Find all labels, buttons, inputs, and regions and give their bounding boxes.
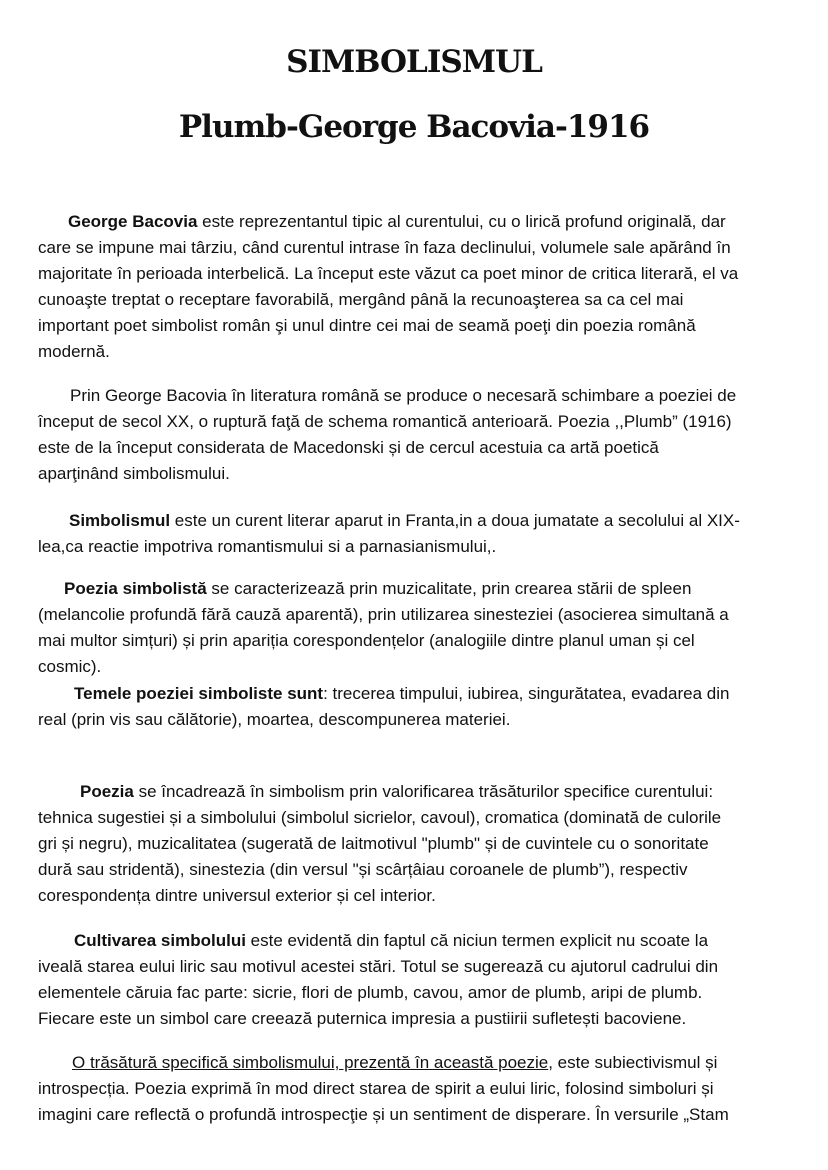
bold-lead: Poezia simbolistă xyxy=(64,579,207,598)
text-line xyxy=(38,1050,798,1076)
line-text: este evidentă din faptul că niciun termen explicit nu scoate la xyxy=(245,931,709,950)
text-line: gri și negru), muzicalitatea (sugerată de laitmotivul "plumb" și de cuvintele cu o sonoritate xyxy=(38,834,709,853)
text-line: majoritate în perioada interbelică. La început este văzut ca poet minor de critica literară, el va xyxy=(38,264,739,283)
paragraph xyxy=(38,576,798,680)
text-line xyxy=(38,383,798,409)
underlined-lead: O trăsătură specifică simbolismului, prezentă în această poezie xyxy=(72,1053,549,1072)
text-line: elementele căruia fac parte: sicrie, flori de plumb, cavou, amor de plumb, aripi de plumb. xyxy=(38,983,703,1002)
text-line: care se impune mai târziu, când curentul intrase în faza declinului, volumele sale apărând în xyxy=(38,238,731,257)
bold-lead: George Bacovia xyxy=(68,212,198,231)
text-line: cunoaşte treptat o receptare favorabilă, mergând până la recunoaşterea sa ca cel mai xyxy=(38,290,684,309)
text-line: dură sau stridentă), sinestezia (din versul "și scârțâiau coroanele de plumb”), respectiv xyxy=(38,860,688,879)
paragraph xyxy=(38,681,798,733)
paragraph xyxy=(38,209,798,365)
text-line: modernă. xyxy=(38,342,110,361)
line-text: : trecerea timpului, iubirea, singurătatea, evadarea din xyxy=(323,684,730,703)
text-line: iveală starea eului liric sau motivul acestei stări. Totul se sugerează cu ajutorul cadrului din xyxy=(38,957,719,976)
text-line: aparţinând simbolismului. xyxy=(38,464,230,483)
bold-lead: Cultivarea simbolului xyxy=(74,931,246,950)
bold-lead: Simbolismul xyxy=(69,511,171,530)
text-line xyxy=(38,209,798,235)
bold-lead: Temele poeziei simboliste sunt xyxy=(74,684,324,703)
text-line: introspecția. Poezia exprimă în mod direct starea de spirit a eului liric, folosind simboluri și xyxy=(38,1079,714,1098)
line-text: , este subiectivismul și xyxy=(548,1053,718,1072)
document-subtitle: Plumb-George Bacovia-1916 xyxy=(178,109,650,145)
paragraph xyxy=(38,508,798,560)
paragraph xyxy=(38,383,798,487)
text-line: este de la început considerata de Macedonski și de cercul acestuia ca artă poetică xyxy=(38,438,659,457)
text-line: (melancolie profundă fără cauză aparentă), prin utilizarea sinesteziei (asocierea simultană a xyxy=(38,605,729,624)
text-line xyxy=(38,508,798,534)
text-line: important poet simbolist român şi unul dintre cei mai de seamă poeţi din poezia română xyxy=(38,316,696,335)
text-line xyxy=(38,928,798,954)
paragraph xyxy=(38,779,798,909)
text-line: lea,ca reactie impotriva romantismului si a parnasianismului,. xyxy=(38,537,497,556)
text-line: corespondența dintre universul exterior și cel interior. xyxy=(38,886,436,905)
text-line: imagini care reflectă o profundă introspecţie și un sentiment de disperare. În versurile „Stam xyxy=(38,1105,729,1124)
text-line: cosmic). xyxy=(38,657,102,676)
line-text: se încadrează în simbolism prin valorificarea trăsăturilor specifice curentului: xyxy=(133,782,714,801)
paragraph xyxy=(38,1050,798,1128)
text-line: Fiecare este un simbol care creează puternica impresia a pustiirii sufletești bacoviene. xyxy=(38,1009,687,1028)
text-line: început de secol XX, o ruptură faţă de schema romantică anterioară. Poezia ,,Plumb” (1916) xyxy=(38,412,732,431)
text-line: tehnica sugestiei și a simbolului (simbolul sicrielor, cavoul), cromatica (dominată de culorile xyxy=(38,808,722,827)
text-line xyxy=(38,779,798,805)
bold-lead: Poezia xyxy=(80,782,134,801)
line-text: se caracterizează prin muzicalitate, prin crearea stării de spleen xyxy=(206,579,692,598)
text-line: real (prin vis sau călătorie), moartea, descompunerea materiei. xyxy=(38,710,511,729)
line-text: Prin George Bacovia în literatura română se produce o necesară schimbare a poeziei de xyxy=(70,386,737,405)
document-title: SIMBOLISMUL xyxy=(286,44,542,80)
text-line xyxy=(38,576,798,602)
text-line xyxy=(38,681,798,707)
text-line: mai multor simțuri) și prin apariția corespondențelor (analogiile dintre planul uman și cel xyxy=(38,631,695,650)
paragraph xyxy=(38,928,798,1032)
line-text: este reprezentantul tipic al curentului, cu o lirică profund originală, dar xyxy=(197,212,726,231)
line-text: este un curent literar aparut in Franta,in a doua jumatate a secolului al XIX- xyxy=(170,511,740,530)
